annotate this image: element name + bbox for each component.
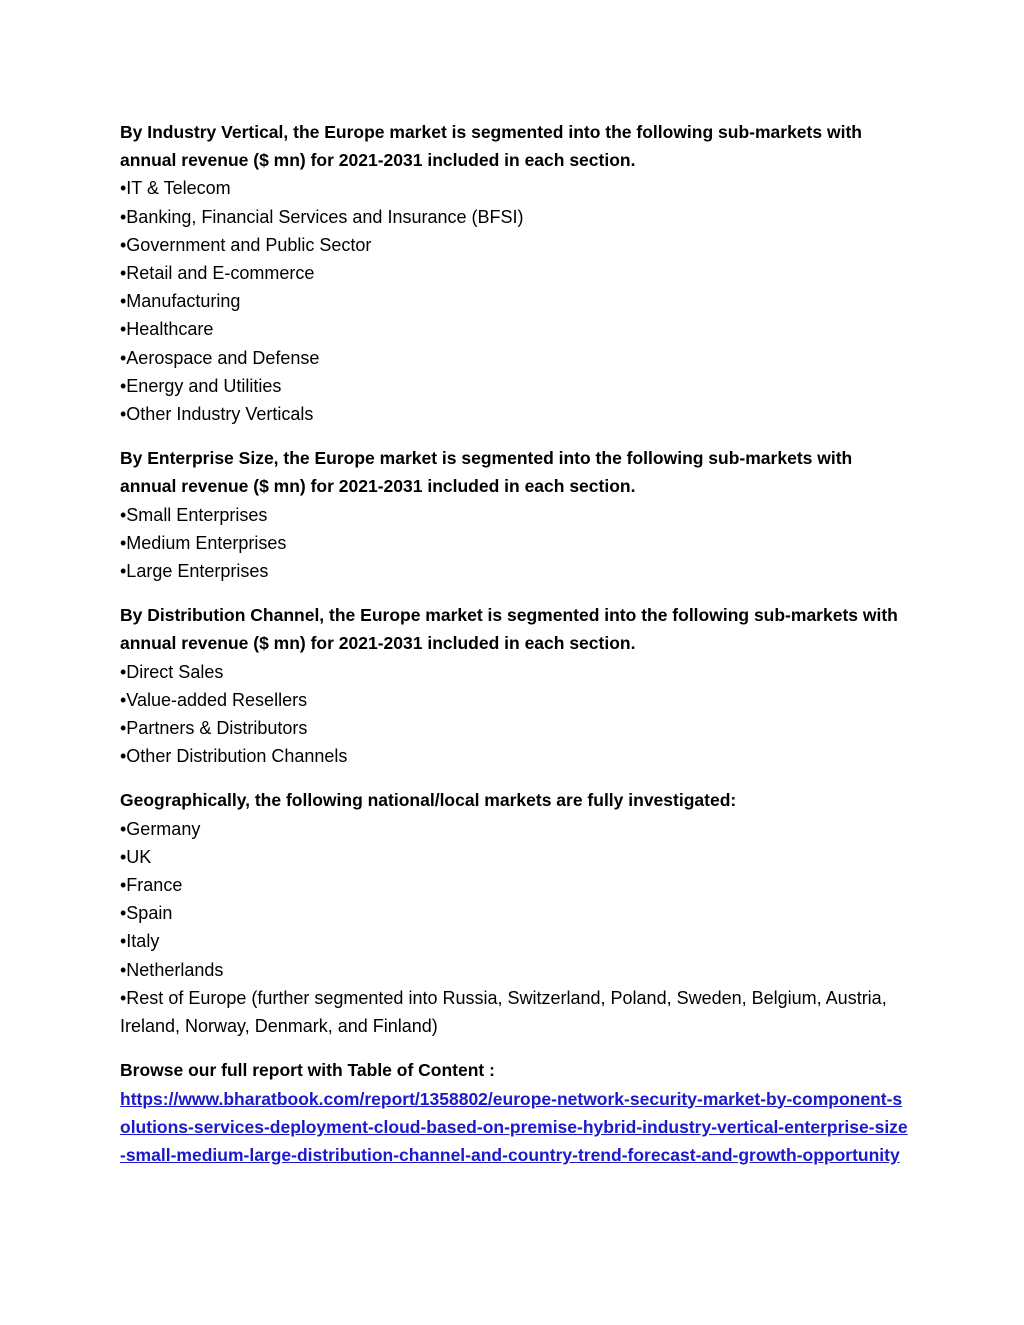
list-item: •Manufacturing [120, 291, 241, 312]
list-item: •Healthcare [120, 319, 214, 340]
section-heading: By Enterprise Size, the Europe market is segmented into the following sub-markets with annual revenue ($ mn) for 2021-2031 included in each section. [120, 448, 853, 497]
section-industry-vertical [120, 118, 910, 428]
list-item: •Retail and E-commerce [120, 263, 315, 284]
list-item: •Spain [120, 903, 173, 924]
list-item: •Small Enterprises [120, 504, 268, 525]
section-heading: By Distribution Channel, the Europe market is segmented into the following sub-markets with annual revenue ($ mn) for 2021-2031 included in each section. [120, 605, 898, 654]
section-browse-report [120, 1056, 910, 1169]
list-item: •Aerospace and Defense [120, 347, 320, 368]
list-item: •Partners & Distributors [120, 718, 308, 739]
list-item: •Energy and Utilities [120, 375, 282, 396]
document-page [120, 118, 910, 1185]
list-item: •Banking, Financial Services and Insurance (BFSI) [120, 206, 524, 227]
browse-heading: Browse our full report with Table of Content : [120, 1060, 495, 1081]
list-item: •IT & Telecom [120, 178, 231, 199]
list-item: •Medium Enterprises [120, 532, 287, 553]
list-item: •Government and Public Sector [120, 234, 372, 255]
list-item: •Value-added Resellers [120, 689, 308, 710]
section-geography [120, 786, 910, 1040]
list-item: •Italy [120, 931, 160, 952]
list-item: •Large Enterprises [120, 561, 269, 582]
bullet-list [120, 815, 910, 1041]
section-heading: Geographically, the following national/local markets are fully investigated: [120, 790, 737, 811]
section-heading: By Industry Vertical, the Europe market is segmented into the following sub-markets with annual revenue ($ mn) for 2021-2031 included in each section. [120, 122, 862, 171]
bullet-list [120, 174, 910, 428]
section-distribution-channel [120, 601, 910, 770]
list-item: •Other Distribution Channels [120, 746, 348, 767]
bullet-list [120, 658, 910, 771]
report-link[interactable]: https://www.bharatbook.com/report/1358802/europe-network-security-market-by-component-solutions-services-deployment-cloud-based-on-premise-hybrid-industry-vertical-enterprise-size-small-medium-large-distribution-channel-and-country-trend-forecast-and-growth-opportunity [120, 1088, 908, 1165]
list-item: •UK [120, 846, 152, 867]
list-item: •Rest of Europe (further segmented into Russia, Switzerland, Poland, Sweden, Belgium, Austria, Ireland, Norway, Denmark, and Finland) [120, 987, 887, 1037]
bullet-list [120, 501, 910, 586]
list-item: •Direct Sales [120, 661, 224, 682]
list-item: •Netherlands [120, 959, 224, 980]
section-enterprise-size [120, 444, 910, 585]
list-item: •France [120, 875, 183, 896]
list-item: •Other Industry Verticals [120, 404, 314, 425]
list-item: •Germany [120, 818, 201, 839]
